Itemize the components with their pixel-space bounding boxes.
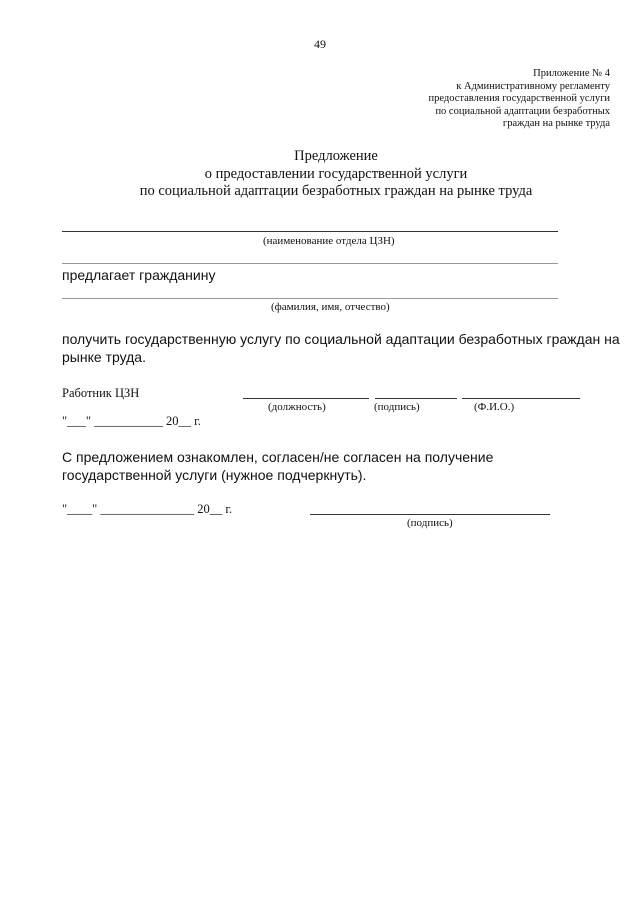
citizen-signature-field[interactable] bbox=[310, 514, 550, 515]
title-line: Предложение bbox=[294, 148, 378, 164]
document-title bbox=[0, 148, 640, 201]
offers-text: предлагает гражданину bbox=[62, 267, 216, 283]
signature-caption: (подпись) bbox=[374, 401, 420, 413]
acknowledgement-line-2: государственной услуги (нужное подчеркнуть). bbox=[62, 467, 367, 483]
appendix-line: по социальной адаптации безработных bbox=[435, 105, 610, 117]
service-text-line-2: рынке труда. bbox=[62, 349, 146, 365]
fio-caption: (фамилия, имя, отчество) bbox=[271, 301, 390, 313]
appendix-line: Приложение № 4 bbox=[533, 68, 610, 79]
citizen-fio-field[interactable] bbox=[62, 298, 558, 299]
position-caption: (должность) bbox=[268, 401, 326, 413]
department-name-field[interactable] bbox=[62, 231, 558, 232]
worker-label: Работник ЦЗН bbox=[62, 386, 140, 400]
appendix-block bbox=[350, 68, 610, 131]
title-line: о предоставлении государственной услуги bbox=[204, 165, 468, 182]
service-text-line-1: получить государственную услугу по социальной адаптации безработных граждан на bbox=[62, 331, 620, 347]
worker-fio-field[interactable] bbox=[462, 398, 580, 399]
signature-field[interactable] bbox=[375, 398, 457, 399]
date-line-2[interactable]: "____" _______________ 20__ г. bbox=[62, 502, 233, 516]
department-caption: (наименование отдела ЦЗН) bbox=[263, 235, 395, 247]
appendix-line: граждан на рынке труда bbox=[502, 118, 610, 129]
page-number: 49 bbox=[314, 37, 326, 51]
citizen-signature-caption: (подпись) bbox=[407, 517, 453, 529]
position-field[interactable] bbox=[243, 398, 369, 399]
appendix-line: предоставления государственной услуги bbox=[428, 93, 610, 104]
title-line: по социальной адаптации безработных граждан на рынке труда bbox=[139, 183, 533, 199]
date-line-1[interactable]: "___" ___________ 20__ г. bbox=[62, 414, 201, 428]
fio-short-caption: (Ф.И.О.) bbox=[474, 401, 515, 413]
department-name-field-2[interactable] bbox=[62, 263, 558, 264]
appendix-line: к Административному регламенту bbox=[456, 80, 610, 92]
acknowledgement-line-1: С предложением ознакомлен, согласен/не согласен на получение bbox=[62, 449, 494, 465]
